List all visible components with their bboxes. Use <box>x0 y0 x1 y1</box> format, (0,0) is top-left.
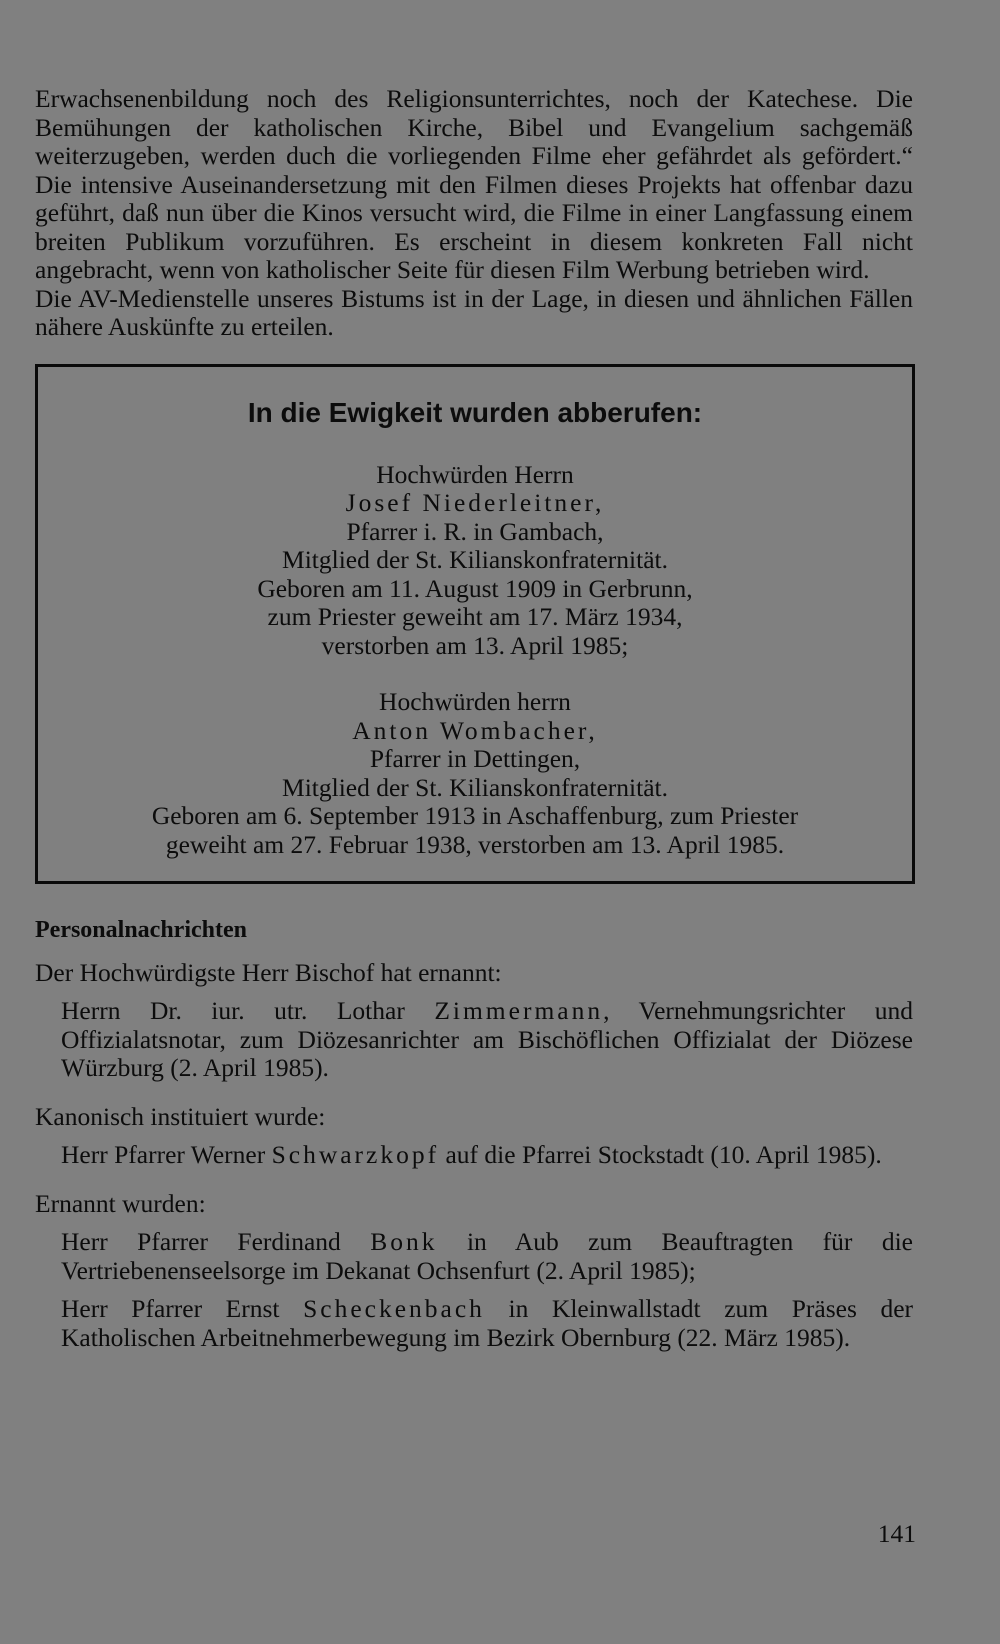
obituary-line: Mitglied der St. Kilianskonfraternität. <box>282 545 668 574</box>
item-text: Herr Pfarrer Ferdinand <box>61 1227 371 1256</box>
section-lead: Kanonisch instituiert wurde: <box>35 1101 326 1131</box>
obituary-line: Pfarrer in Dettingen, <box>369 744 581 773</box>
section-lead: Ernannt wurden: <box>35 1188 206 1218</box>
obituary-line: zum Priester geweiht am 17. März 1934, <box>267 602 683 631</box>
personal-item <box>61 997 913 1083</box>
section-lead: Der Hochwürdigste Herr Bischof hat ernannt: <box>35 957 502 987</box>
personal-section <box>35 916 913 1352</box>
intro-paragraph: Die AV-Medienstelle unseres Bistums ist in der Lage, in diesen und ähnlichen Fällen nähere Auskünfte zu erteilen. <box>35 283 913 341</box>
page-number: 141 <box>877 1519 916 1548</box>
obituary-name: Josef Niederleitner, <box>345 488 605 517</box>
intro-section <box>35 85 913 342</box>
document-page <box>35 85 913 1352</box>
obituary-line: Hochwürden Herrn <box>376 459 574 489</box>
obituary-line: geweiht am 27. Februar 1938, verstorben am 13. April 1985. <box>165 829 785 859</box>
person-name: Scheckenbach <box>303 1294 485 1323</box>
item-text: auf die Pfarrei Stockstadt (10. April 1985). <box>439 1140 882 1169</box>
personal-item <box>61 1141 913 1170</box>
item-text: in Aub zum Beauftragten für die Vertriebenenseelsorge im Dekanat Ochsenfurt (2. April 1985); <box>61 1227 913 1285</box>
obituary-entry <box>58 461 892 661</box>
personal-item <box>61 1228 913 1285</box>
item-text: , Vernehmungsrichter und Offizialatsnotar, zum Diözesanrichter am Bischöflichen Offizialat der Diözese Würzburg (2. April 1985). <box>61 996 913 1082</box>
obituary-name: Anton Wombacher, <box>352 715 598 745</box>
section-title: Personalnachrichten <box>35 917 247 943</box>
item-text: Herr Pfarrer Werner <box>61 1140 272 1169</box>
obituary-line: Geboren am 6. September 1913 in Aschaffenburg, zum Priester <box>151 801 799 830</box>
obituary-entry <box>58 688 892 859</box>
person-name: Zimmermann <box>434 996 604 1025</box>
person-name: Schwarzkopf <box>271 1140 440 1169</box>
item-text: Herrn Dr. iur. utr. Lothar <box>61 996 435 1025</box>
obituary-line: Geboren am 11. August 1909 in Gerbrunn, <box>257 573 693 603</box>
obituary-line: verstorben am 13. April 1985; <box>321 630 629 660</box>
item-text: Herr Pfarrer Ernst <box>61 1294 304 1323</box>
personal-item <box>61 1295 913 1352</box>
item-text: in Kleinwallstadt zum Präses der Katholischen Arbeitnehmerbewegung im Bezirk Obernburg (22. März 1985). <box>61 1294 914 1352</box>
person-name: Bonk <box>370 1227 438 1256</box>
obituary-line: Hochwürden herrn <box>379 687 571 716</box>
obituary-line: Mitglied der St. Kilianskonfraternität. <box>282 772 668 802</box>
obituary-line: Pfarrer i. R. in Gambach, <box>346 516 604 546</box>
obituary-box <box>35 364 915 885</box>
intro-paragraph: Erwachsenenbildung noch des Religionsunterrichtes, noch der Katechese. Die Bemühungen der katholischen Kirche, Bibel und Evangelium sachgemäß weiterzugeben, werden duch die vorliegenden Filme eher gefährdet als gefördert.“ Die intensive Auseinandersetzung mit den Filmen dieses Projekts hat offenbar dazu geführt, daß nun über die Kinos versucht wird, die Filme in einer Langfassung einem breiten Publikum vorzuführen. Es erscheint in diesem konkreten Fall nicht angebracht, wenn von katholischer Seite für diesen Film Werbung betrieben wird. <box>35 84 913 284</box>
obituary-title: In die Ewigkeit wurden abberufen: <box>247 396 703 428</box>
